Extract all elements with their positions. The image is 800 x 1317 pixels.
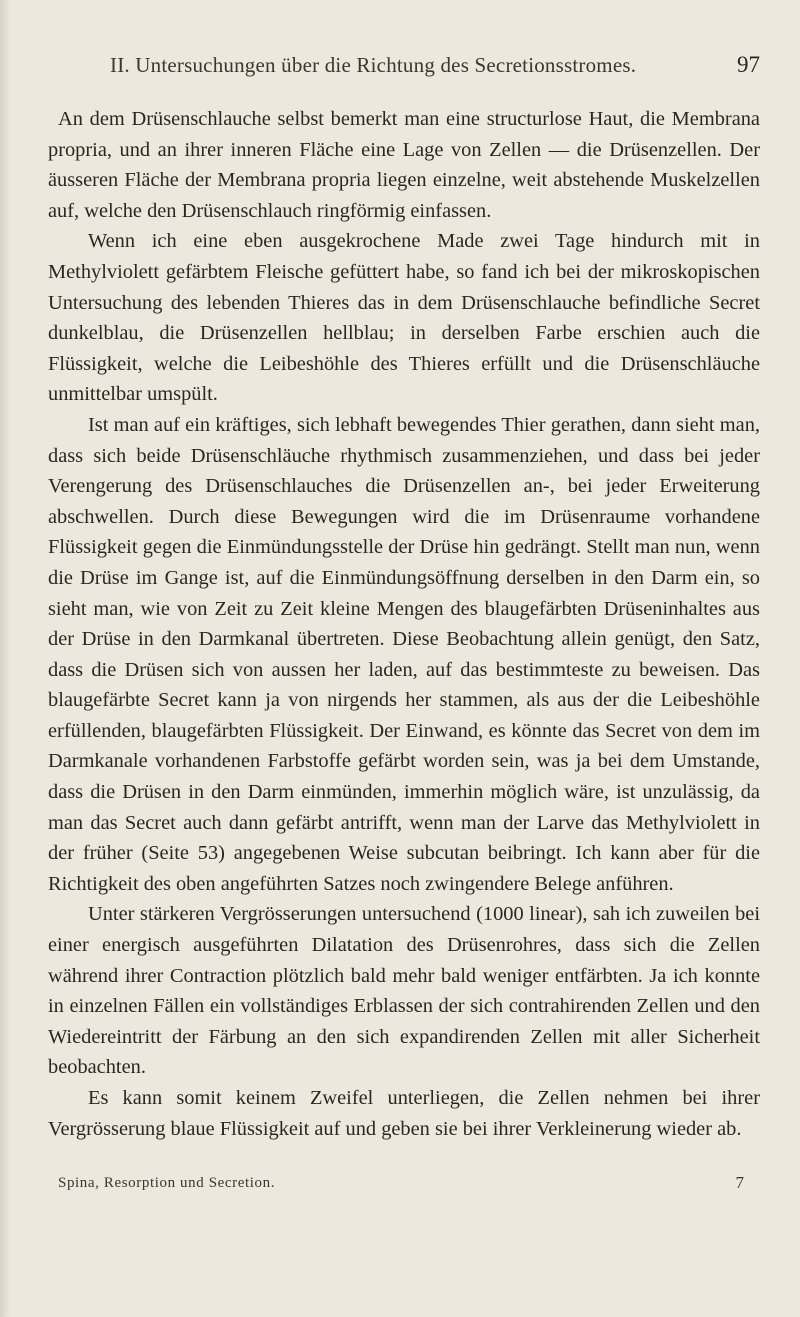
paragraph: Es kann somit keinem Zweifel unterliegen, die Zellen nehmen bei ihrer Vergrösserung blaue Flüssigkeit auf und geben sie bei ihrer Verkleinerung wieder ab. xyxy=(48,1087,760,1140)
signature-mark: 7 xyxy=(735,1173,744,1192)
page-binding-edge xyxy=(0,0,10,1317)
page-number: 97 xyxy=(737,52,760,77)
paragraph: An dem Drüsenschlauche selbst bemerkt man eine structurlose Haut, die Membrana propria, und an ihrer inneren Fläche eine Lage von Zellen — die Drüsenzellen. Der äusseren Fläche der Membrana propria liegen einzelne, weit abstehende Muskelzellen auf, welche den Drüsenschlauch ringförmig einfassen. xyxy=(48,108,760,222)
page-footer xyxy=(58,1175,744,1201)
paragraph: Wenn ich eine eben ausgekrochene Made zwei Tage hindurch mit in Methylviolett gefärbtem Fleische gefüttert habe, so fand ich bei der mikroskopischen Untersuchung des lebenden Thieres das in dem Drüsenschlauche befindliche Secret dunkelblau, die Drüsenzellen hellblau; in derselben Farbe erschien auch die Flüssigkeit, welche die Leibeshöhle des Thieres erfüllt und die Drüsenschläuche unmittelbar umspült. xyxy=(48,230,760,406)
paragraph: Ist man auf ein kräftiges, sich lebhaft bewegendes Thier gerathen, dann sieht man, dass sich beide Drüsenschläuche rhythmisch zusammenziehen, und dass bei jeder Verengerung des Drüsenschlauches die Drüsenzellen an-, bei jeder Erweiterung abschwellen. Durch diese Bewegungen wird die im Drüsenraume vorhandene Flüssigkeit gegen die Einmündungsstelle der Drüse hin gedrängt. Stellt man nun, wenn die Drüse im Gange ist, auf die Einmündungsöffnung derselben in den Darm ein, so sieht man, wie von Zeit zu Zeit kleine Mengen des blaugefärbten Drüseninhaltes aus der Drüse in den Darmkanal übertreten. Diese Beobachtung allein genügt, den Satz, dass die Drüsen sich von aussen her laden, auf das bestimmteste zu beweisen. Das blaugefärbte Secret kann ja von nirgends her stammen, als aus der die Leibeshöhle erfüllenden, blaugefärbten Flüssigkeit. Der Einwand, es könnte das Secret von dem im Darmkanale vorhandenen Farbstoffe gefärbt worden sein, was ja bei dem Umstande, dass die Drüsen in den Darm einmünden, immerhin möglich wäre, ist unzulässig, da man das Secret auch dann gefärbt antrifft, wenn man der Larve das Methylviolett in der früher (Seite 53) angegebenen Weise subcutan beibringt. Ich kann aber für die Richtigkeit des oben angeführten Satzes noch zwingendere Belege anführen. xyxy=(48,413,760,895)
footer-source: Spina, Resorption und Secretion. xyxy=(58,1175,276,1191)
page-header xyxy=(110,43,760,83)
running-head: II. Untersuchungen über die Richtung des Secretionsstromes. xyxy=(110,53,637,77)
body-text xyxy=(48,104,760,1144)
paragraph: Unter stärkeren Vergrösserungen untersuchend (1000 linear), sah ich zuweilen bei einer energisch ausgeführten Dilatation des Drüsenrohres, dass sich die Zellen während ihrer Contraction plötzlich bald mehr bald weniger entfärbten. Ja ich konnte in einzelnen Fällen ein vollständiges Erblassen der sich contrahirenden Zellen und den Wiedereintritt der Färbung an den sich expandirenden Zellen mit aller Sicherheit beobachten. xyxy=(48,903,760,1079)
